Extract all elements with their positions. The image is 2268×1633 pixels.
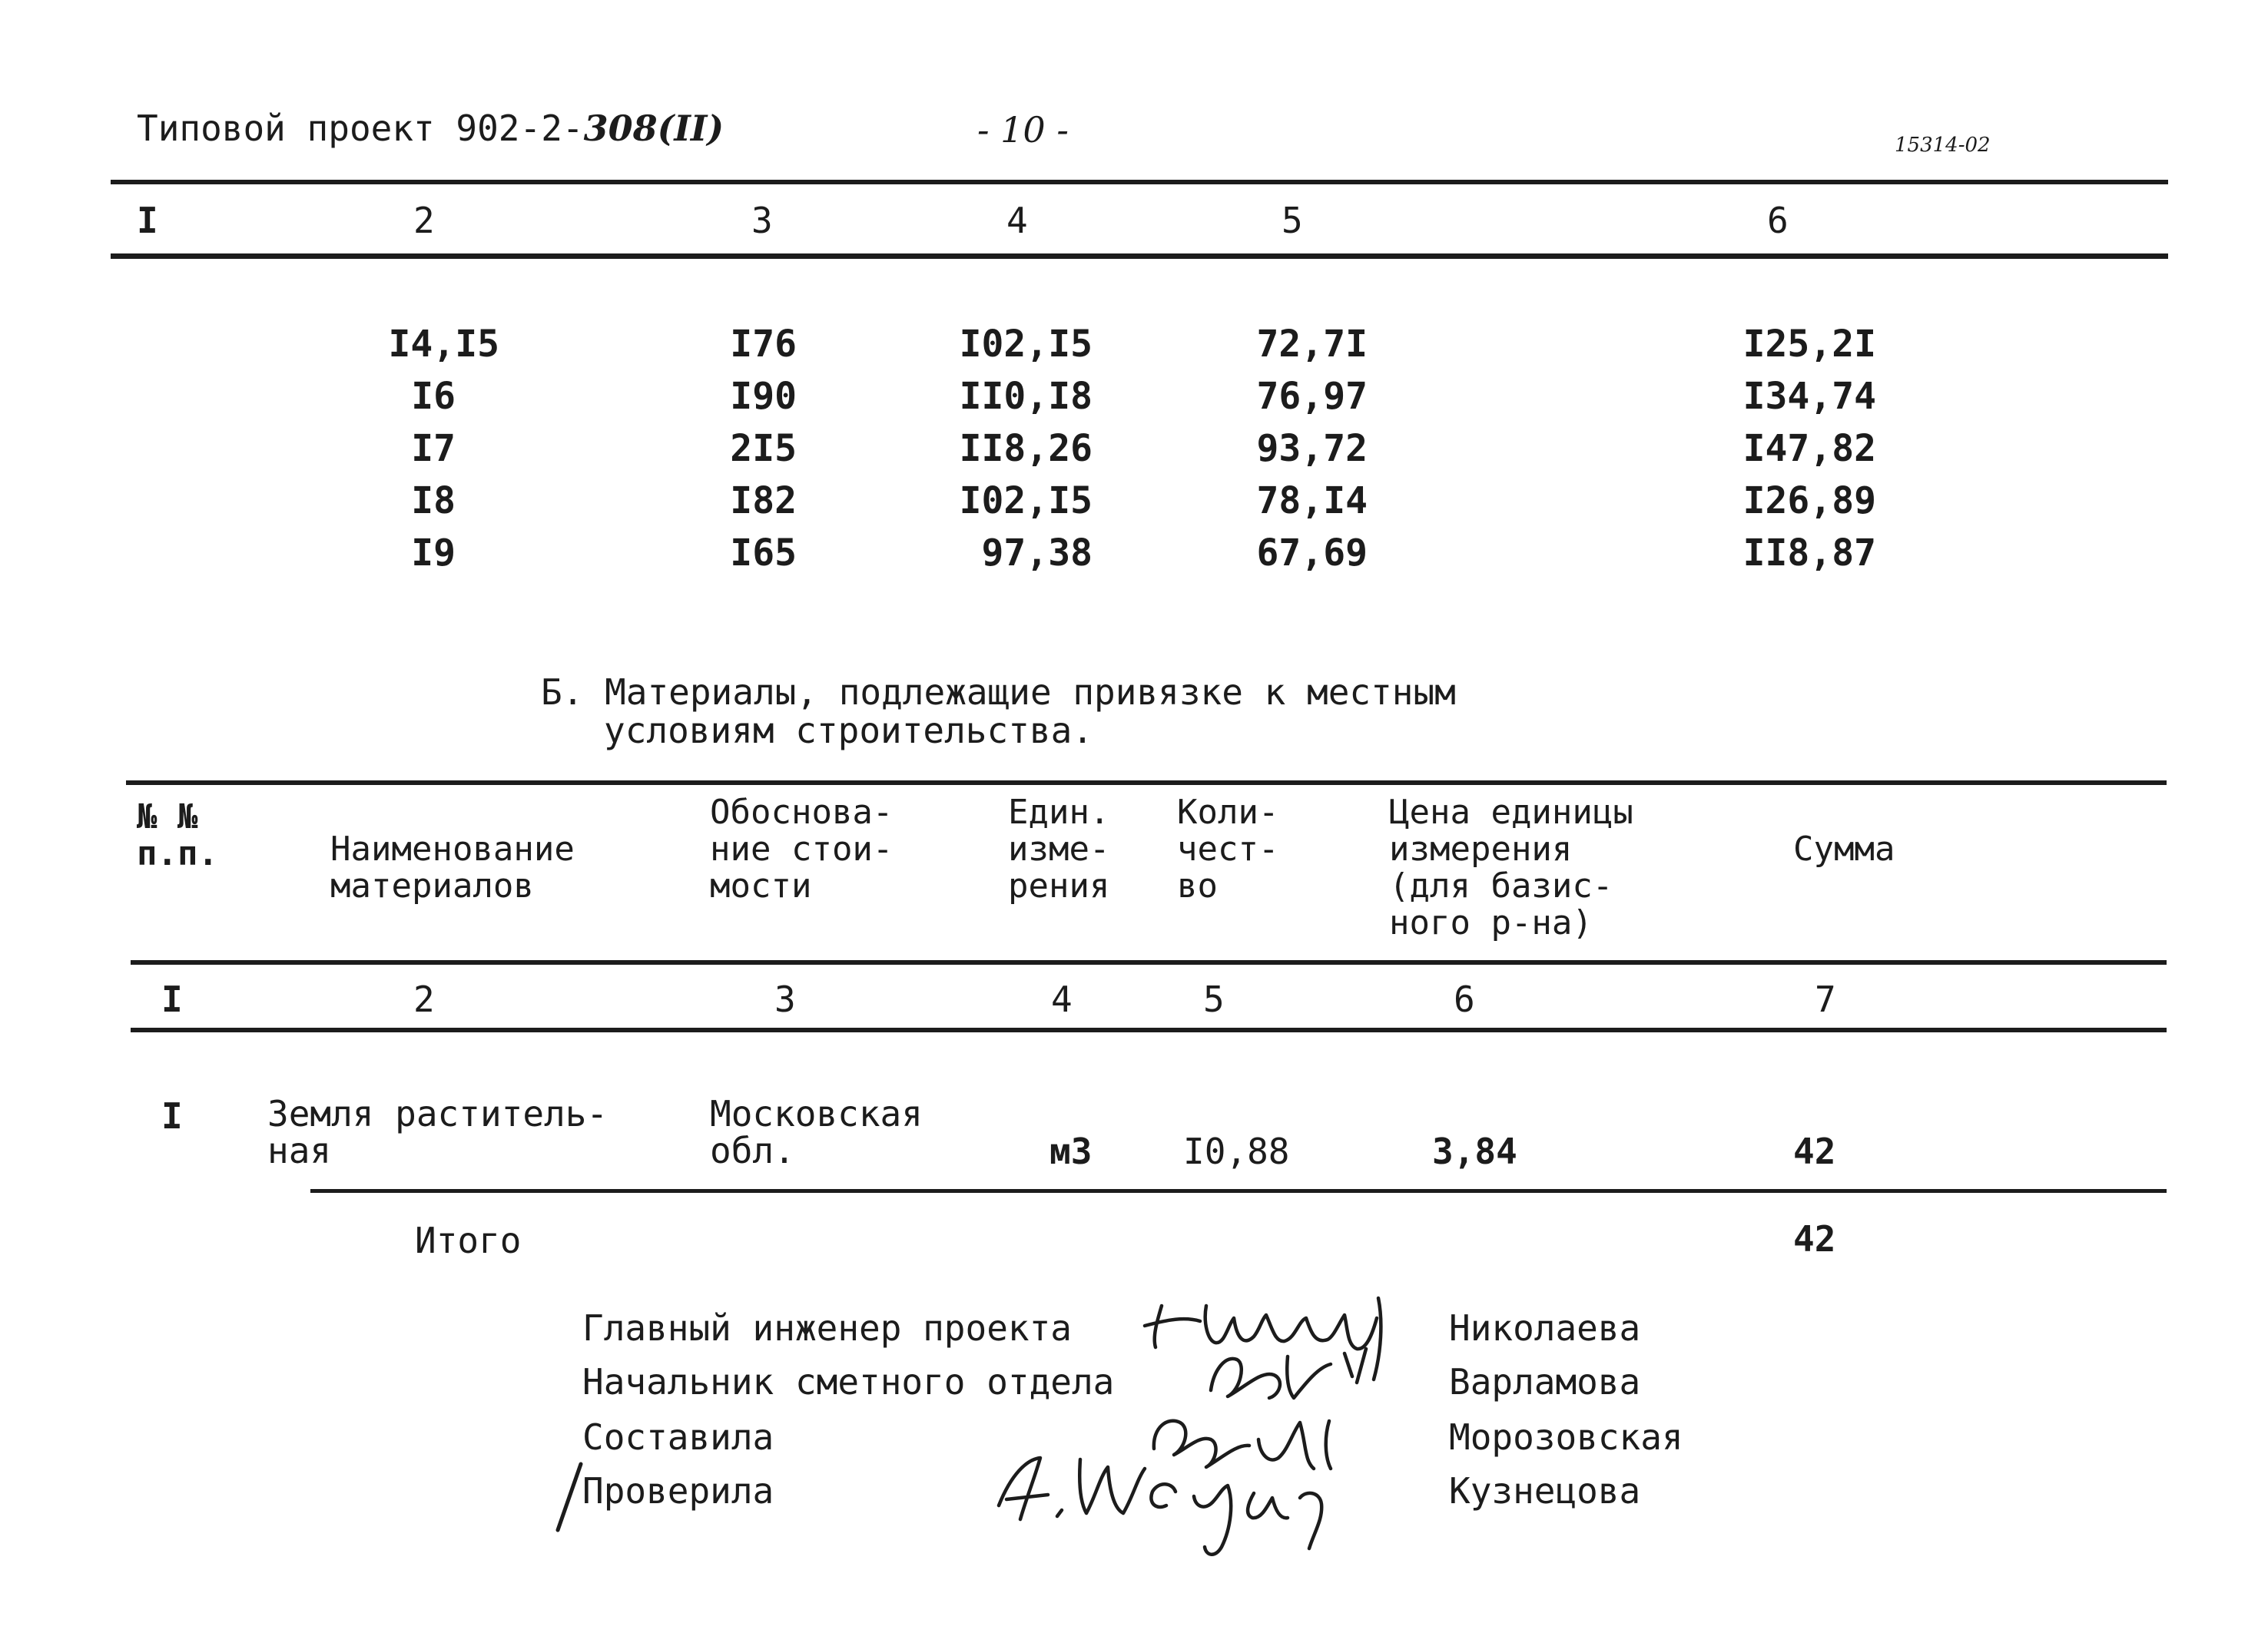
signature-role: Проверила (582, 1470, 774, 1512)
project-code-handwritten: 308(II) (583, 108, 724, 149)
signature-name: Николаева (1449, 1307, 1641, 1349)
table-a-cell: 97,38 (981, 532, 1093, 575)
table-a-cell: II8,26 (959, 427, 1093, 470)
table-a-col-6: 6 (1767, 200, 1789, 241)
table-a-col-3: 3 (751, 200, 773, 241)
table-b-colnum-2: 2 (413, 979, 435, 1020)
table-b-top-rule (126, 780, 2167, 785)
table-b-colnum-3: 3 (774, 979, 796, 1020)
table-b-numbers-rule (131, 1028, 2167, 1032)
table-b-colnum-1: I (161, 979, 183, 1020)
project-code: Типовой проект 902-2- (137, 108, 584, 149)
table-a-cell: I02,I5 (959, 323, 1093, 366)
table-b-header-name: Наименование материалов (330, 830, 575, 906)
table-a-cell: I8 (411, 479, 456, 522)
table-a-col-4: 4 (1006, 200, 1028, 241)
table-a-col-2: 2 (413, 200, 435, 241)
table-a-cell: 2I5 (730, 427, 797, 470)
table-b-colnum-4: 4 (1051, 979, 1073, 1020)
handwritten-signatures-image (983, 1275, 1414, 1567)
table-a-cell: 67,69 (1256, 532, 1368, 575)
table-b-colnum-5: 5 (1203, 979, 1225, 1020)
table-b-row-sum: 42 (1793, 1131, 1836, 1172)
table-a-col-1: I (137, 200, 158, 241)
table-a-cell: I02,I5 (959, 479, 1093, 522)
page-number: - 10 - (977, 109, 1069, 151)
signature-role: Главный инженер проекта (582, 1307, 1072, 1349)
table-b-row-qty: I0,88 (1183, 1131, 1290, 1172)
table-a-cell: I4,I5 (388, 323, 499, 366)
total-value: 42 (1793, 1218, 1836, 1260)
table-b-header-sum: Сумма (1793, 830, 1895, 869)
table-a-cell: I65 (730, 532, 797, 575)
table-b-colnum-7: 7 (1815, 979, 1836, 1020)
table-b-row-rule (310, 1189, 2167, 1193)
table-a-header-rule (111, 253, 2168, 259)
project-title (137, 108, 724, 149)
table-b-header-rule (131, 960, 2167, 965)
table-a-cell: I26,89 (1742, 479, 1876, 522)
table-b-row-price: 3,84 (1432, 1131, 1517, 1172)
signature-name: Кузнецова (1449, 1470, 1641, 1512)
table-a-cell: 76,97 (1256, 375, 1368, 418)
table-b-header-price: Цена единицы измерения (для базис- ного р-на) (1389, 793, 1633, 942)
table-b-header-basis: Обоснова- ние стои- мости (710, 793, 894, 906)
table-b-header-num: № № п.п. (137, 797, 218, 873)
document-ref: 15314-02 (1895, 134, 1991, 157)
total-label: Итого (415, 1220, 522, 1261)
table-a-cell: I90 (730, 375, 797, 418)
table-b-row-name: Земля раститель- ная (267, 1093, 608, 1171)
table-a-cell: I9 (411, 532, 456, 575)
section-b-title-line-1: Б. Материалы, подлежащие привязке к местным (541, 671, 1456, 713)
handwritten-slash-mark (550, 1459, 589, 1536)
table-a-cell: 72,7I (1256, 323, 1368, 366)
table-a-cell: I76 (730, 323, 797, 366)
table-a-cell: 93,72 (1256, 427, 1368, 470)
table-a-cell: II0,I8 (959, 375, 1093, 418)
table-b-row-unit: м3 (1049, 1131, 1093, 1172)
table-a-cell: 78,I4 (1256, 479, 1368, 522)
table-a-cell: I82 (730, 479, 797, 522)
table-a-top-rule (111, 180, 2168, 184)
table-b-row-basis: Московская обл. (710, 1093, 923, 1171)
signature-name: Морозовская (1449, 1416, 1683, 1458)
table-a-cell: I6 (411, 375, 456, 418)
table-a-cell: I47,82 (1742, 427, 1876, 470)
signature-role: Составила (582, 1416, 774, 1458)
table-a-cell: I7 (411, 427, 456, 470)
table-b-colnum-6: 6 (1454, 979, 1475, 1020)
table-a-cell: II8,87 (1742, 532, 1876, 575)
table-b-header-unit: Един. изме- рения (1008, 793, 1110, 906)
table-b-header-qty: Коли- чест- во (1177, 793, 1279, 906)
table-b-row-num: I (161, 1095, 183, 1137)
signature-role: Начальник сметного отдела (582, 1361, 1115, 1403)
table-a-cell: I34,74 (1742, 375, 1876, 418)
table-a-cell: I25,2I (1742, 323, 1876, 366)
section-b-title-line-2: условиям строительства. (604, 710, 1093, 751)
table-a-col-5: 5 (1282, 200, 1303, 241)
signature-name: Варламова (1449, 1361, 1641, 1403)
